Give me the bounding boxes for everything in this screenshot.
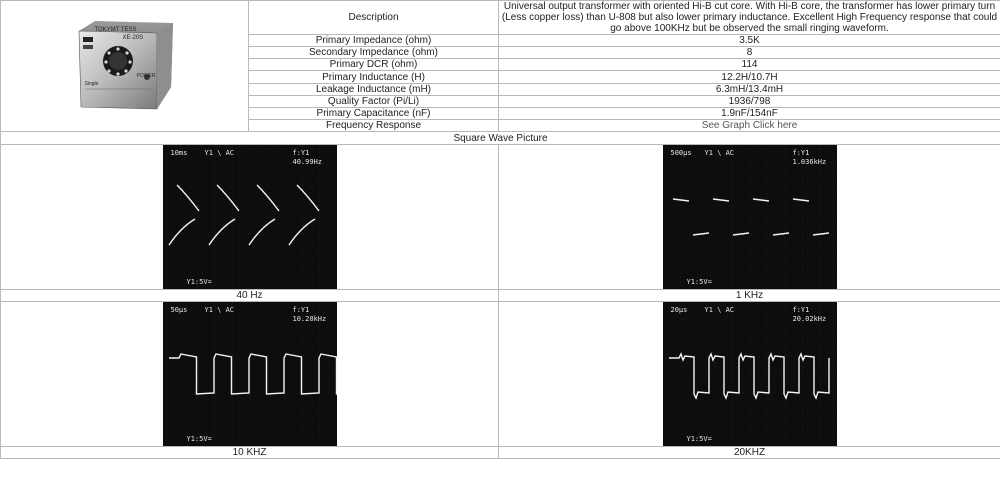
scope-channel: Y1 \ AC: [704, 149, 735, 157]
scope-channel: Y1 \ AC: [704, 306, 735, 314]
section-title: Square Wave Picture: [1, 132, 1000, 145]
spec-value: 12.2H/10.7H: [499, 71, 1000, 83]
frequency-response-link[interactable]: See Graph Click here: [499, 119, 1000, 131]
device-model: XE-20S: [122, 34, 144, 41]
scope-freq-label: f:Y1: [792, 149, 810, 157]
wave-cell: [1, 302, 499, 447]
spec-label: Primary DCR (ohm): [249, 59, 499, 71]
spec-value: 6.3mH/13.4mH: [499, 83, 1000, 95]
scope-timebase: 10ms: [170, 149, 188, 157]
oscilloscope-screenshot: [663, 145, 837, 289]
device-brand: TOKYMT TESS: [94, 26, 137, 33]
caption-row: [1, 290, 1000, 302]
scope-timebase: 500µs: [670, 149, 692, 157]
scope-channel: Y1 \ AC: [204, 149, 235, 157]
wave-caption: 40 Hz: [1, 290, 499, 302]
spec-label: Frequency Response: [249, 119, 499, 131]
section-header-row: [1, 132, 1000, 145]
spec-value: 8: [499, 47, 1000, 59]
spec-value: 3.5K: [499, 35, 1000, 47]
spec-label: Quality Factor (Pi/Li): [249, 95, 499, 107]
wave-caption: 10 KHZ: [1, 447, 499, 459]
scope-channel: Y1 \ AC: [204, 306, 235, 314]
scope-freq-label: f:Y1: [292, 149, 310, 157]
wave-cell: [499, 302, 1000, 447]
device-power: POWER: [136, 72, 156, 79]
scope-freq-label: f:Y1: [792, 306, 810, 314]
transformer-photo-cell: [1, 1, 249, 132]
description-text: Universal output transformer with oriented Hi-B cut core. With Hi-B core, the transformer has lower primary turn (Less copper loss) than U-808 but also lower primary inductance. Excellent High Frequency response that could go above 100KHz but be observed the small ringing waveform.: [499, 1, 1000, 35]
wave-row: [1, 145, 1000, 290]
description-label: Description: [249, 1, 499, 35]
spec-label: Primary Capacitance (nF): [249, 107, 499, 119]
spec-label: Secondary Impedance (ohm): [249, 47, 499, 59]
wave-caption: 20KHZ: [499, 447, 1000, 459]
wave-cell: [1, 145, 499, 290]
spec-label: Leakage Inductance (mH): [249, 83, 499, 95]
scope-timebase: 20µs: [670, 306, 688, 314]
scope-volts: Y1:5V=: [686, 435, 712, 443]
scope-freq-readout: 40.99Hz: [292, 158, 323, 166]
wave-caption: 1 KHz: [499, 290, 1000, 302]
oscilloscope-screenshot: [163, 302, 337, 446]
wave-cell: [499, 145, 1000, 290]
scope-freq-readout: 20.02kHz: [792, 315, 827, 323]
scope-volts: Y1:5V=: [186, 278, 212, 286]
description-row: [1, 1, 1000, 35]
oscilloscope-screenshot: [163, 145, 337, 289]
device-single: Single: [84, 80, 99, 87]
wave-row: [1, 302, 1000, 447]
scope-freq-readout: 10.20kHz: [292, 315, 327, 323]
spec-value: 1936/798: [499, 95, 1000, 107]
scope-timebase: 50µs: [170, 306, 188, 314]
spec-label: Primary Inductance (H): [249, 71, 499, 83]
spec-label: Primary Impedance (ohm): [249, 35, 499, 47]
scope-freq-label: f:Y1: [292, 306, 310, 314]
scope-volts: Y1:5V=: [686, 278, 712, 286]
scope-freq-readout: 1.036kHz: [792, 158, 827, 166]
scope-volts: Y1:5V=: [186, 435, 212, 443]
oscilloscope-screenshot: [663, 302, 837, 446]
spec-value: 1.9nF/154nF: [499, 107, 1000, 119]
transformer-photo: [75, 17, 175, 113]
spec-value: 114: [499, 59, 1000, 71]
caption-row: [1, 447, 1000, 459]
